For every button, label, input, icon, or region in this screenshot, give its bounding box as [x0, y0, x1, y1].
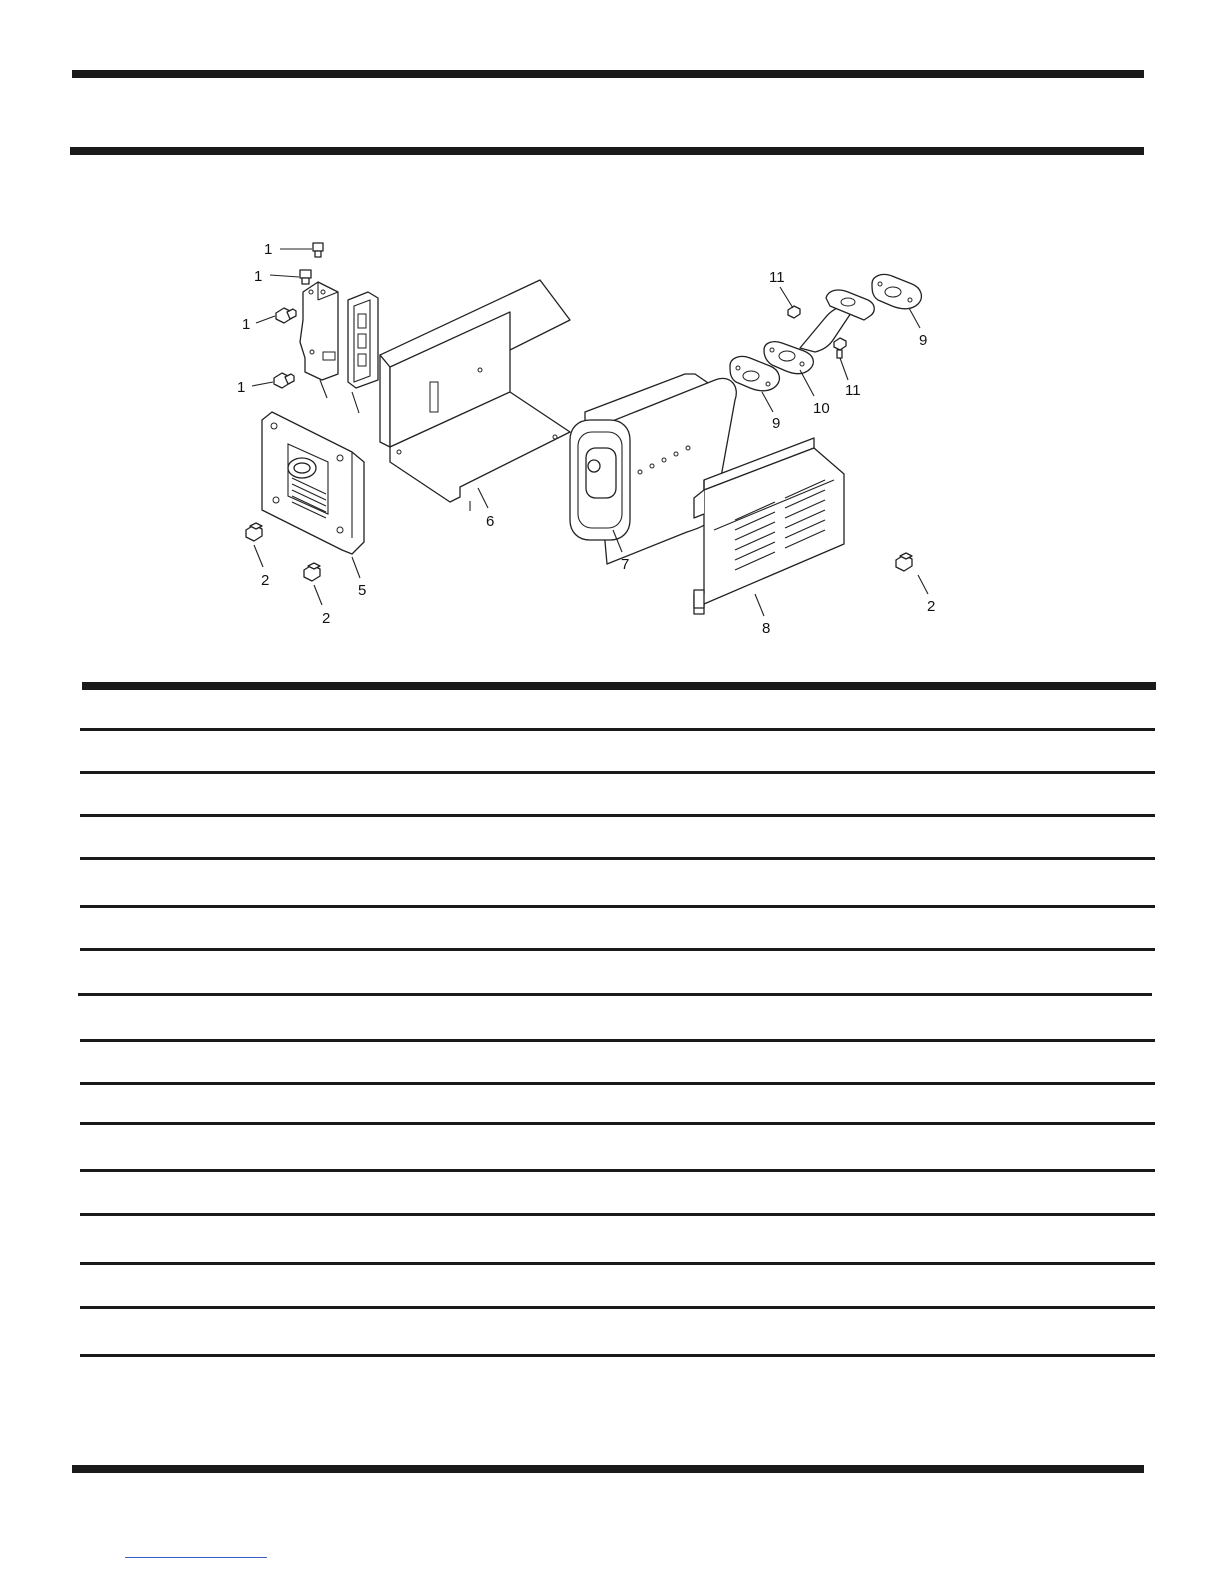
- callout-11a: 11: [769, 269, 785, 286]
- exploded-parts-diagram: [230, 230, 960, 650]
- table-row-rule: [80, 1354, 1155, 1357]
- table-row-rule: [80, 1082, 1155, 1085]
- table-row-rule: [80, 814, 1155, 817]
- callout-1d: 1: [237, 379, 246, 396]
- bolt-1a: [313, 243, 323, 257]
- bolt-11b: [834, 338, 846, 358]
- table-row-rule: [80, 771, 1155, 774]
- callout-7: 7: [621, 556, 630, 573]
- nut-11a: [788, 306, 800, 318]
- bolt-1d: [274, 373, 294, 388]
- table-row-rule: [80, 1169, 1155, 1172]
- bracket: [300, 282, 338, 380]
- callout-5: 5: [358, 582, 367, 599]
- exhaust-pipe: [764, 290, 874, 374]
- callout-8: 8: [762, 620, 771, 637]
- callout-1a: 1: [264, 241, 273, 258]
- callout-9b: 9: [919, 332, 928, 349]
- footer-rule: [72, 1465, 1144, 1473]
- table-row-rule: [80, 948, 1155, 951]
- table-row-rule: [80, 1306, 1155, 1309]
- bolt-2c: [896, 553, 912, 571]
- callout-11b: 11: [845, 382, 861, 399]
- bolt-1b: [300, 270, 311, 284]
- bolt-1c: [276, 308, 296, 323]
- table-row-rule: [80, 1213, 1155, 1216]
- callout-10: 10: [813, 400, 830, 417]
- header-bottom-rule: [70, 147, 1144, 155]
- table-row-rule: [80, 1262, 1155, 1265]
- table-row-rule: [80, 905, 1155, 908]
- bolt-2b: [304, 563, 320, 581]
- callout-2a: 2: [261, 572, 270, 589]
- gasket-9b: [872, 274, 921, 308]
- callout-6: 6: [486, 513, 495, 530]
- table-row-rule: [80, 857, 1155, 860]
- table-row-rule: [80, 1039, 1155, 1042]
- header-top-rule: [72, 70, 1144, 78]
- bolt-2a: [246, 523, 262, 541]
- callout-2c: 2: [927, 598, 936, 615]
- footer-link-underline[interactable]: [125, 1557, 267, 1558]
- callout-9a: 9: [772, 415, 781, 432]
- muffler-housing: [380, 280, 570, 511]
- table-row-rule: [78, 993, 1152, 996]
- gasket-frame: [348, 292, 378, 388]
- callout-2b: 2: [322, 610, 331, 627]
- front-cover: [262, 412, 364, 554]
- table-row-rule: [80, 1122, 1155, 1125]
- table-header-rule: [82, 682, 1156, 690]
- table-row-rule: [80, 728, 1155, 731]
- callout-1c: 1: [242, 316, 251, 333]
- callout-1b: 1: [254, 268, 263, 285]
